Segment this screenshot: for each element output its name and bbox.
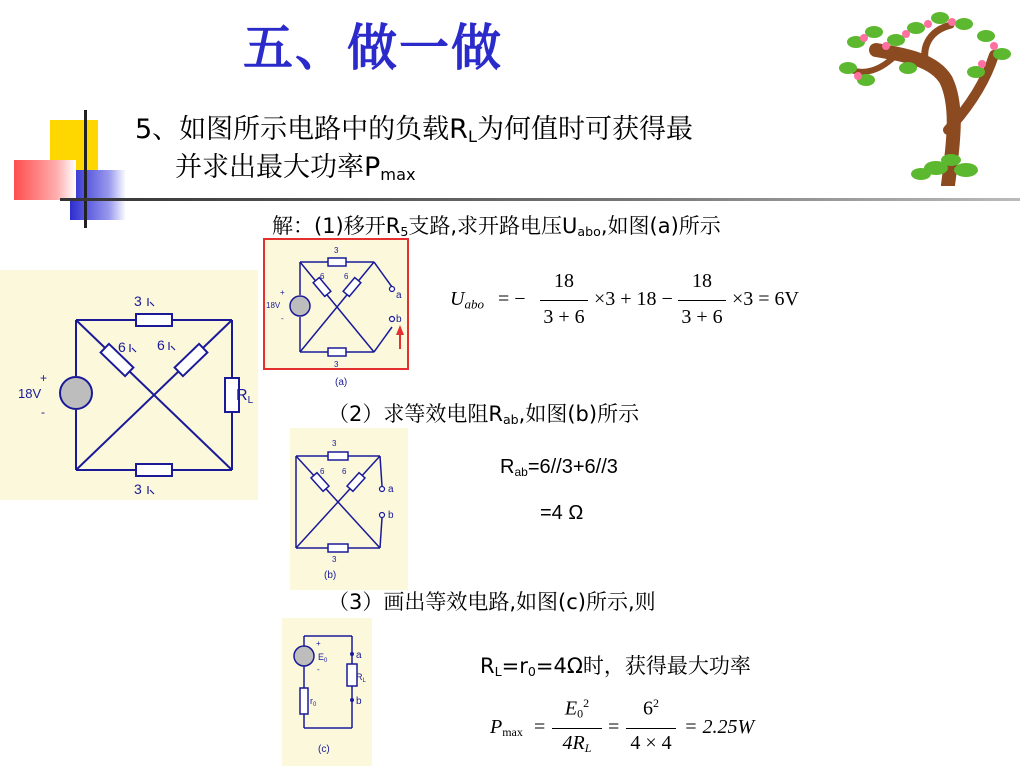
step1-text-a: 解：(1)移开R [272,214,401,238]
rab-expression: =6//3+6//3 [527,456,618,478]
a-r-left-label: 6 [320,272,325,281]
main-r-left-label: 6 [118,339,126,355]
node-b-terminal [390,317,395,322]
main-source-plus: + [40,371,48,385]
rl-eq: =r [501,654,528,678]
a-r-mid-label: 6 [344,272,349,281]
c-source-plus: + [316,639,321,648]
question-line-2 [175,150,416,193]
step-1 [272,210,721,240]
circuit-c [282,618,372,766]
rl-r: R [480,654,495,678]
rab-formula [500,456,618,479]
question-line-1 [135,112,693,155]
b-node-b-label: b [388,510,394,521]
b-r-mid-label: 6 [342,467,347,476]
main-source-value: 18V [18,386,42,401]
pmax-bar1 [552,728,602,729]
a-source-minus: - [281,314,284,323]
decoration-squares [12,110,152,230]
b-node-a-label: a [388,484,394,495]
step1-sub-1: 5 [400,224,409,240]
a-r-bottom-label: 3 [334,360,339,369]
c-source-minus: - [317,665,320,674]
pmax-eq2: = [608,716,620,738]
step1-sub-2: abo [577,224,601,240]
uabo-tail: ×3 = 6V [732,288,800,310]
rl-text: =4Ω时，获得最大功率 [535,654,751,678]
a-r-top-label: 3 [334,246,339,255]
uabo-den1: 3 + 6 [543,306,585,328]
resistor-top [136,314,172,326]
rl-sub-l: L [494,664,502,680]
a-node-a-label: a [396,290,402,301]
title-underline [60,198,1020,201]
question-text: 5、如图所示电路中的负载R [135,114,468,145]
b-r-left-label: 6 [320,467,325,476]
rab-sub: ab [514,465,528,479]
resistor-right-diag [175,344,208,376]
c-source-label: $E_0$ [318,652,328,664]
step2-sub: ab [502,412,519,428]
main-r-bottom-label: 3 [134,481,142,497]
main-source-minus: - [41,405,45,419]
b-r-top-label: 3 [332,439,337,448]
deco-blue-square [70,170,126,220]
rab-result: =4 Ω [540,502,584,524]
question-text-2: 并求出最大功率P [175,152,381,183]
circuit-b [290,428,408,590]
main-circuit [0,270,258,500]
node-a-terminal [390,287,395,292]
resistor-left-diag [101,344,134,376]
circuit-a [262,237,410,390]
uabo-num1: 18 [554,270,574,292]
pmax-num: $E_0^2$ [564,696,590,721]
rab-r: R [500,456,515,478]
a-caption: (a) [335,377,348,388]
question-text-suffix: 为何值时可获得最 [476,114,693,145]
slide-title: 五、做一做 [243,18,503,77]
c-load-label: $R_L$ [356,672,366,684]
main-load-label: RL [236,387,254,406]
uabo-bar2 [678,300,726,301]
pmax-eq1: = [534,716,546,738]
c-node-a-label: a [356,650,362,661]
b-r-bottom-label: 3 [332,555,337,564]
uabo-bar1 [540,300,588,301]
question-sub: L [467,127,477,147]
uabo-num2: 18 [692,270,712,292]
deco-red-square [14,160,76,200]
step2-text-a: （2）求等效电阻R [328,402,503,426]
question-sub-2: max [380,165,416,185]
step-3: （3）画出等效电路,如图(c)所示,则 [328,590,656,614]
rl-sub-0: 0 [527,664,536,680]
tree-illustration [836,10,1016,186]
c-r0-label: $r_0$ [310,696,317,708]
pmax-lhs: $P_{max}$ [490,716,523,739]
step-2 [328,398,639,428]
a-node-b-label: b [396,314,402,325]
step2-text-b: ,如图(b)所示 [518,402,640,426]
pmax-num2: $6^2$ [643,696,659,720]
voltage-source [60,377,92,409]
uabo-formula [450,270,810,334]
a-source-plus: + [280,288,285,297]
pmax-result: = 2.25W [684,716,755,738]
uabo-mid: ×3 + 18 − [594,288,673,310]
rl-condition [480,650,751,680]
pmax-den: $4R_L$ [562,732,592,755]
pmax-formula [490,694,770,764]
main-r-mid-label: 6 [157,337,165,353]
uabo-eq: = − [498,288,526,310]
step1-text-b: 支路,求开路电压U [408,214,578,238]
resistor-bottom [136,464,172,476]
b-caption: (b) [324,570,337,581]
deco-vertical-line [84,110,87,228]
pmax-den2: 4 × 4 [630,732,672,754]
step1-text-c: ,如图(a)所示 [600,214,721,238]
c-caption: (c) [318,744,330,755]
a-source-value: 18V [266,301,281,310]
uabo-lhs: $U_{abo}$ [450,288,484,312]
uabo-den2: 3 + 6 [681,306,723,328]
pmax-bar2 [626,728,676,729]
main-r-top-label: 3 [134,293,142,309]
c-node-b-label: b [356,696,362,707]
